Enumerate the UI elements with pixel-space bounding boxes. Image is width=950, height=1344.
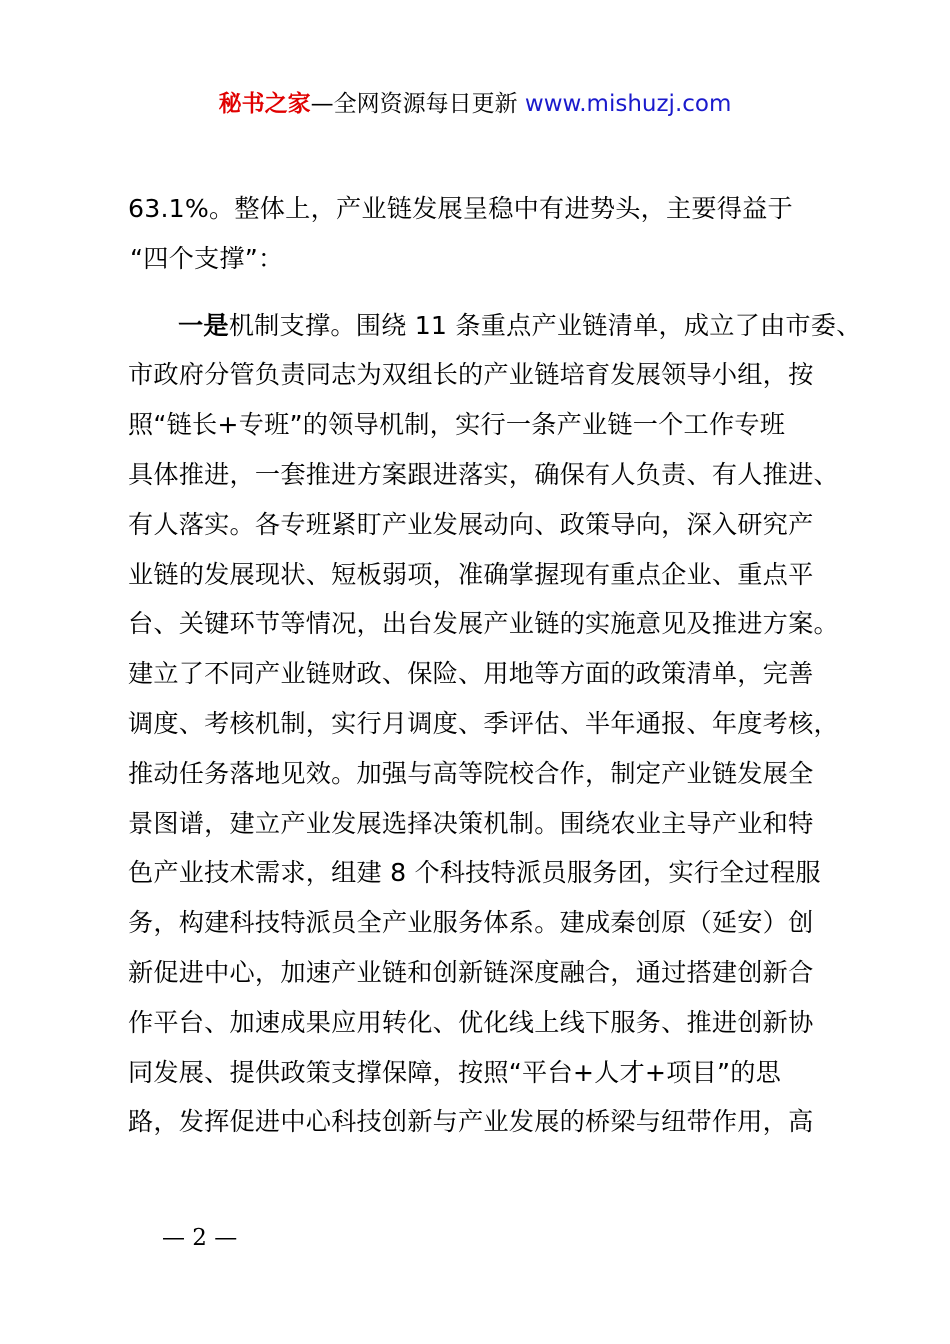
paragraph-line: 台、关键环节等情况，出台发展产业链的实施意见及推进方案。 (128, 609, 839, 639)
intro-line: 63.1%。整体上，产业链发展呈稳中有进势头，主要得益于 (128, 194, 793, 223)
paragraph-line: 建立了不同产业链财政、保险、用地等方面的政策清单，完善 (128, 659, 814, 689)
paragraph-line: 调度、考核机制，实行月调度、季评估、半年通报、年度考核， (128, 708, 839, 738)
paragraph-first-line (128, 301, 862, 351)
paragraph-line: 具体推进，一套推进方案跟进落实，确保有人负责、有人推进、 (128, 459, 839, 489)
paragraph-gap (128, 284, 844, 301)
paragraph-line: 作平台、加速成果应用转化、优化线上线下服务、推进创新协 (128, 1007, 814, 1037)
paragraph-line: 色产业技术需求，组建 8 个科技特派员服务团，实行全过程服 (128, 858, 821, 888)
paragraph-line: 有人落实。各专班紧盯产业发展动向、政策导向，深入研究产 (128, 509, 814, 539)
paragraph-line: 景图谱，建立产业发展选择决策机制。围绕农业主导产业和特 (128, 808, 814, 838)
paragraph-line: 照“链长+专班”的领导机制，实行一条产业链一个工作专班 (128, 410, 786, 440)
paragraph-line: 新促进中心，加速产业链和创新链深度融合，通过搭建创新合 (128, 957, 814, 987)
paragraph-line: 务，构建科技特派员全产业服务体系。建成秦创原（延安）创 (128, 908, 814, 938)
intro-line: “四个支撑”： (130, 243, 284, 273)
paragraph-line: 业链的发展现状、短板弱项，准确掌握现有重点企业、重点平 (128, 559, 814, 589)
page-number: — 2 — (162, 1225, 238, 1251)
brand-name: 秘书之家 (218, 91, 311, 117)
document-body (128, 184, 862, 1147)
paragraph-line: 路，发挥促进中心科技创新与产业发展的桥梁与纽带作用，高 (128, 1107, 814, 1137)
paragraph-line: 同发展、提供政策支撑保障，按照“平台+人才+项目”的思 (128, 1057, 782, 1087)
header-tagline: —全网资源每日更新 (310, 91, 525, 117)
paragraph-lead: 一是 (178, 310, 229, 340)
site-header (0, 86, 950, 122)
paragraph-line: 推动任务落地见效。加强与高等院校合作，制定产业链发展全 (128, 758, 814, 788)
paragraph-line-text: 机制支撑。围绕 11 条重点产业链清单，成立了由市委、 (228, 310, 862, 340)
paragraph-line: 市政府分管负责同志为双组长的产业链培育发展领导小组，按 (128, 360, 814, 390)
site-url[interactable]: www.mishuzj.com (524, 91, 732, 117)
